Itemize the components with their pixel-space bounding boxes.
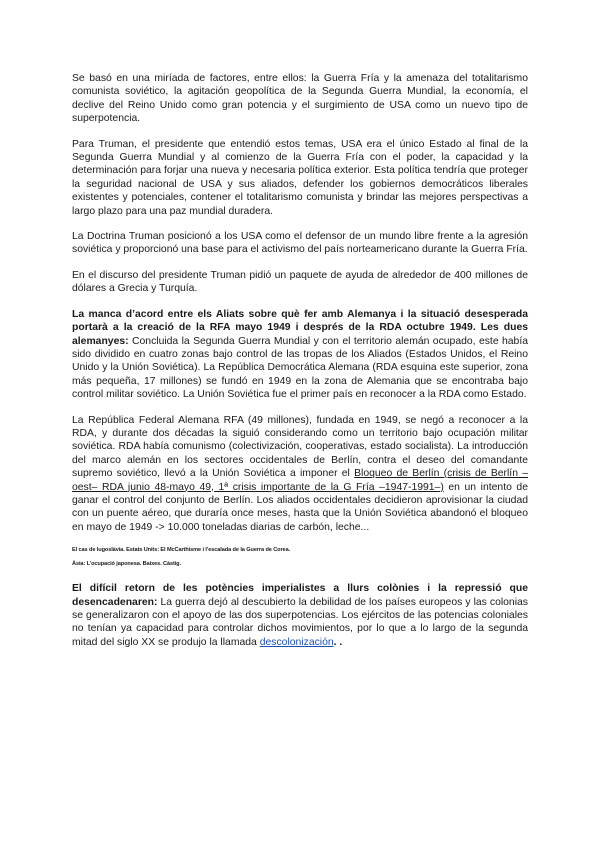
- text-rfa-a: La República Federal Alemana RFA (49 millones), fundada en 1949, se negó a reconocer a la RDA, y durante dos décadas la siguió considerando como un territorio bajo ocupación militar soviética. RDA había comunismo (colectivización, cooperativas, estado socialista). La introducción del marco alemán en los sectores occidentales de Berlín, contra el deseo del comandante supremo soviético, llevó a la Unión Soviética a imponer el: [72, 414, 528, 480]
- note-asia: Àsia: L’ocupació japonesa. Baixes. Càstig.: [72, 561, 181, 568]
- paragraph-truman: Para Truman, el presidente que entendió estos temas, USA era el único Estado al final de la Segunda Guerra Mundial y al comienzo de la Guerra Fría con el poder, la capacidad y la determinación para forjar una nueva y necesaria política exterior. Esta política tendría que proteger la seguridad nacional de USA y sus aliados, defender los gobiernos democráticos liberales existentes y potenciales, contener el totalitarismo comunista y brindar las mejores perspectivas a largo plazo para una paz mundial duradera.: [72, 138, 528, 217]
- paragraph-two-germanies: [72, 308, 528, 402]
- text-two-germanies: Concluida la Segunda Guerra Mundial y con el territorio alemán ocupado, este había sido dividido en cuatro zonas bajo control de las tropas de los Aliados (Estados Unidos, el Reino Unido y la Unión Soviética). La República Democrática Alemana (RDA esquina este superior, zona más pequeña, 17 millones) se fundó en 1949 en la zona de Alemania que se encontraba bajo control militar soviético. La Unión Soviética fue el primer país en reconocer a la RDA como Estado.: [72, 335, 528, 401]
- heading-decolonization: El difícil retorn de les potències imperialistes a llurs colònies i la repressió que desencadenaren:: [72, 583, 528, 608]
- text-decolonization: La guerra dejó al descubierto la debilidad de los países europeos y las colonias se generalizaron con el apoyo de las dos superpotencias. Los ejércitos de las potencias coloniales no tenían ya capacidad para controlar dichos movimientos, por lo que a lo largo de la segunda mitad del siglo XX se produjo la llamada: [72, 596, 528, 648]
- link-berlin-blockade[interactable]: Bloqueo de Berlín (crisis de Berlín –oest– RDA junio 48-mayo 49, 1ª crisis importante de la G Fría –1947-1991–): [72, 468, 528, 493]
- paragraph-decolonization: [72, 582, 528, 649]
- document-page: [72, 72, 528, 661]
- note-yugoslavia: El cas de Iugoslàvia. Estats Units: El McCarthisme i l’escalada de la Guerra de Corea.: [72, 547, 291, 554]
- link-decolonization[interactable]: descolonización: [259, 636, 334, 648]
- paragraph-rfa: [72, 414, 528, 535]
- text-rfa-b: en un intento de ganar el control del conjunto de Berlín. Los aliados occidentales decidieron aprovisionar la ciudad con un puente aéreo, que duraría once meses, hasta que la Unión Soviética abandonó el bloqueo en mayo de 1949 -> 10.000 toneladas diarias de carbón, leche...: [72, 481, 528, 533]
- paragraph-origins: Se basó en una miríada de factores, entre ellos: la Guerra Fría y la amenaza del totalitarismo comunista soviético, la agitación geopolítica de la Segunda Guerra Mundial, la economía, el declive del Reino Unido como gran potencia y el surgimiento de USA como un nuevo tipo de superpotencia.: [72, 73, 528, 125]
- paragraph-doctrine: La Doctrina Truman posicionó a los USA como el defensor de un mundo libre frente a la agresión soviética y proporcionó una base para el activismo del país norteamericano durante la Guerra Fría.: [72, 231, 528, 256]
- heading-two-germanies: La manca d’acord entre els Aliats sobre què fer amb Alemanya i la situació desesperada portarà a la creació de la RFA mayo 1949 i després de la RDA octubre 1949. Les dues alemanyes:: [72, 308, 528, 347]
- paragraph-aid: En el discurso del presidente Truman pidió un paquete de ayuda de alrededor de 400 millones de dólares a Grecia y Turquía.: [72, 269, 528, 295]
- text-end: . .: [333, 636, 343, 648]
